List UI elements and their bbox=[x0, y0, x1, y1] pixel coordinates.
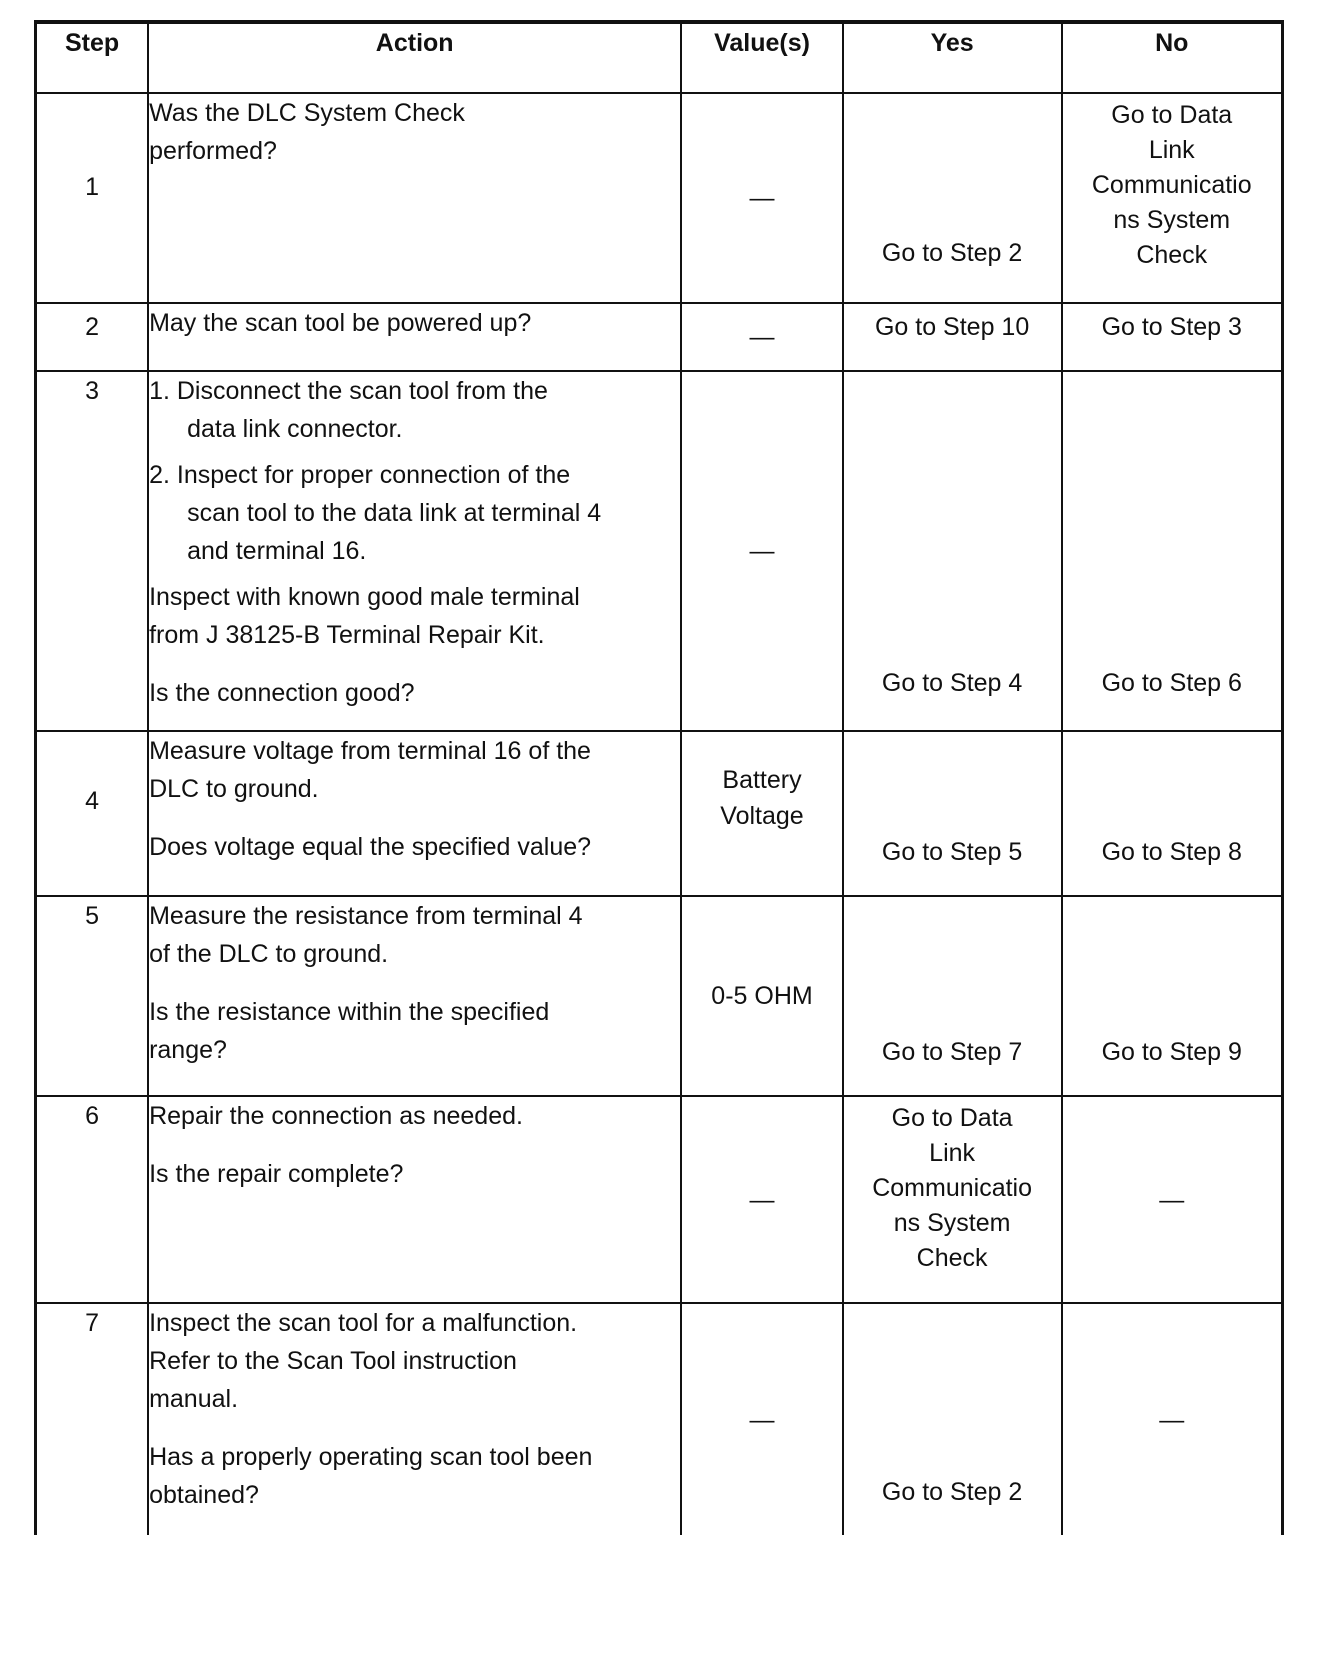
yes-link: Go to Step 2 bbox=[881, 1478, 1023, 1506]
header-action: Action bbox=[148, 22, 681, 93]
action-note-line: from J 38125-B Terminal Repair Kit. bbox=[149, 621, 545, 649]
action-line: Measure voltage from terminal 16 of the bbox=[149, 737, 591, 765]
value-line: Voltage bbox=[720, 802, 804, 830]
action-line: scan tool to the data link at terminal 4 bbox=[187, 499, 602, 527]
diagnostic-steps-table bbox=[34, 20, 1284, 1535]
action-line: manual. bbox=[149, 1385, 239, 1413]
table-row-step-6 bbox=[36, 1096, 1283, 1303]
yes-cell bbox=[843, 1096, 1062, 1303]
table-row-step-2 bbox=[36, 303, 1283, 371]
no-line: Go to Data bbox=[1111, 101, 1233, 129]
action-question: Is the repair complete? bbox=[149, 1160, 404, 1188]
yes-line: Link bbox=[929, 1139, 976, 1167]
table-row-step-1 bbox=[36, 93, 1283, 303]
yes-cell bbox=[843, 93, 1062, 303]
action-cell bbox=[148, 896, 681, 1096]
yes-cell bbox=[843, 371, 1062, 731]
no-dash: — bbox=[1159, 1405, 1185, 1434]
diagnostic-page bbox=[34, 20, 1284, 1535]
value-line: Battery bbox=[722, 766, 802, 794]
action-line: 2. Inspect for proper connection of the bbox=[149, 461, 571, 489]
yes-line: ns System bbox=[893, 1209, 1011, 1237]
no-line: Check bbox=[1136, 241, 1208, 269]
yes-link: Go to Step 5 bbox=[881, 838, 1023, 866]
action-line: data link connector. bbox=[187, 415, 403, 443]
value-dash: — bbox=[749, 537, 775, 565]
header-no: No bbox=[1062, 22, 1283, 93]
value-cell bbox=[681, 731, 842, 896]
action-line: and terminal 16. bbox=[187, 537, 367, 565]
action-line: of the DLC to ground. bbox=[149, 940, 389, 968]
yes-cell bbox=[843, 303, 1062, 371]
value-cell bbox=[681, 371, 842, 731]
action-question: Does voltage equal the specified value? bbox=[149, 833, 592, 861]
step-number: 5 bbox=[36, 896, 149, 1096]
value-dash: — bbox=[749, 184, 775, 212]
action-line: performed? bbox=[149, 137, 277, 165]
action-note-line: Inspect with known good male terminal bbox=[149, 583, 580, 611]
action-question-line: range? bbox=[149, 1036, 227, 1064]
action-cell bbox=[148, 371, 681, 731]
yes-cell bbox=[843, 896, 1062, 1096]
no-link: Go to Step 6 bbox=[1101, 669, 1242, 697]
table-row-step-4 bbox=[36, 731, 1283, 896]
yes-link: Go to Step 2 bbox=[881, 239, 1023, 267]
action-question-line: obtained? bbox=[149, 1481, 259, 1509]
yes-link: Go to Step 7 bbox=[881, 1038, 1023, 1066]
action-cell bbox=[148, 303, 681, 371]
action-line: Repair the connection as needed. bbox=[149, 1102, 523, 1130]
table-row-step-3 bbox=[36, 371, 1283, 731]
step-number: 2 bbox=[36, 303, 149, 371]
no-cell bbox=[1062, 303, 1283, 371]
value-text bbox=[682, 732, 841, 834]
no-cell bbox=[1062, 1096, 1283, 1303]
header-yes: Yes bbox=[843, 22, 1062, 93]
yes-line: Check bbox=[916, 1244, 988, 1272]
step-number: 7 bbox=[36, 1303, 149, 1535]
no-line: Communicatio bbox=[1091, 171, 1252, 199]
value-dash: — bbox=[749, 323, 775, 351]
action-line: Refer to the Scan Tool instruction bbox=[149, 1347, 517, 1375]
yes-cell bbox=[843, 1303, 1062, 1535]
no-dash: — bbox=[1159, 1185, 1185, 1214]
action-cell bbox=[148, 731, 681, 896]
header-step: Step bbox=[36, 22, 149, 93]
value-cell bbox=[681, 1096, 842, 1303]
value-cell bbox=[681, 303, 842, 371]
action-question: Is the connection good? bbox=[149, 679, 415, 707]
step-number: 3 bbox=[36, 371, 149, 731]
no-link: Go to Step 8 bbox=[1101, 838, 1242, 866]
value-cell bbox=[681, 896, 842, 1096]
step-number: 6 bbox=[36, 1096, 149, 1303]
no-link: Go to Step 3 bbox=[1101, 313, 1242, 341]
yes-link bbox=[844, 1097, 1061, 1276]
action-cell bbox=[148, 93, 681, 303]
step-number: 1 bbox=[36, 93, 149, 303]
yes-link: Go to Step 4 bbox=[881, 669, 1023, 697]
action-question-line: Has a properly operating scan tool been bbox=[149, 1443, 593, 1471]
action-line: Measure the resistance from terminal 4 bbox=[149, 902, 583, 930]
yes-cell bbox=[843, 731, 1062, 896]
action-line: Inspect the scan tool for a malfunction. bbox=[149, 1309, 578, 1337]
action-question-line: Is the resistance within the specified bbox=[149, 998, 550, 1026]
value-cell bbox=[681, 1303, 842, 1535]
action-line: May the scan tool be powered up? bbox=[149, 309, 532, 337]
action-cell bbox=[148, 1303, 681, 1535]
value-text: 0-5 OHM bbox=[711, 982, 813, 1010]
table-row-step-7 bbox=[36, 1303, 1283, 1535]
value-dash: — bbox=[749, 1185, 775, 1214]
header-values: Value(s) bbox=[681, 22, 842, 93]
action-line: Was the DLC System Check bbox=[149, 99, 465, 127]
value-cell bbox=[681, 93, 842, 303]
no-line: Link bbox=[1148, 136, 1195, 164]
no-cell bbox=[1062, 731, 1283, 896]
no-cell bbox=[1062, 93, 1283, 303]
yes-line: Communicatio bbox=[872, 1174, 1032, 1202]
yes-line: Go to Data bbox=[891, 1104, 1013, 1132]
no-cell bbox=[1062, 1303, 1283, 1535]
table-row-step-5 bbox=[36, 896, 1283, 1096]
step-number: 4 bbox=[36, 731, 149, 896]
no-line: ns System bbox=[1113, 206, 1231, 234]
action-cell bbox=[148, 1096, 681, 1303]
no-cell bbox=[1062, 371, 1283, 731]
no-link: Go to Step 9 bbox=[1101, 1038, 1242, 1066]
action-line: 1. Disconnect the scan tool from the bbox=[149, 377, 548, 405]
no-cell bbox=[1062, 896, 1283, 1096]
table-header-row bbox=[36, 22, 1283, 93]
action-line: DLC to ground. bbox=[149, 775, 319, 803]
no-link bbox=[1063, 94, 1281, 273]
yes-link: Go to Step 10 bbox=[874, 313, 1030, 341]
value-dash: — bbox=[749, 1405, 775, 1434]
